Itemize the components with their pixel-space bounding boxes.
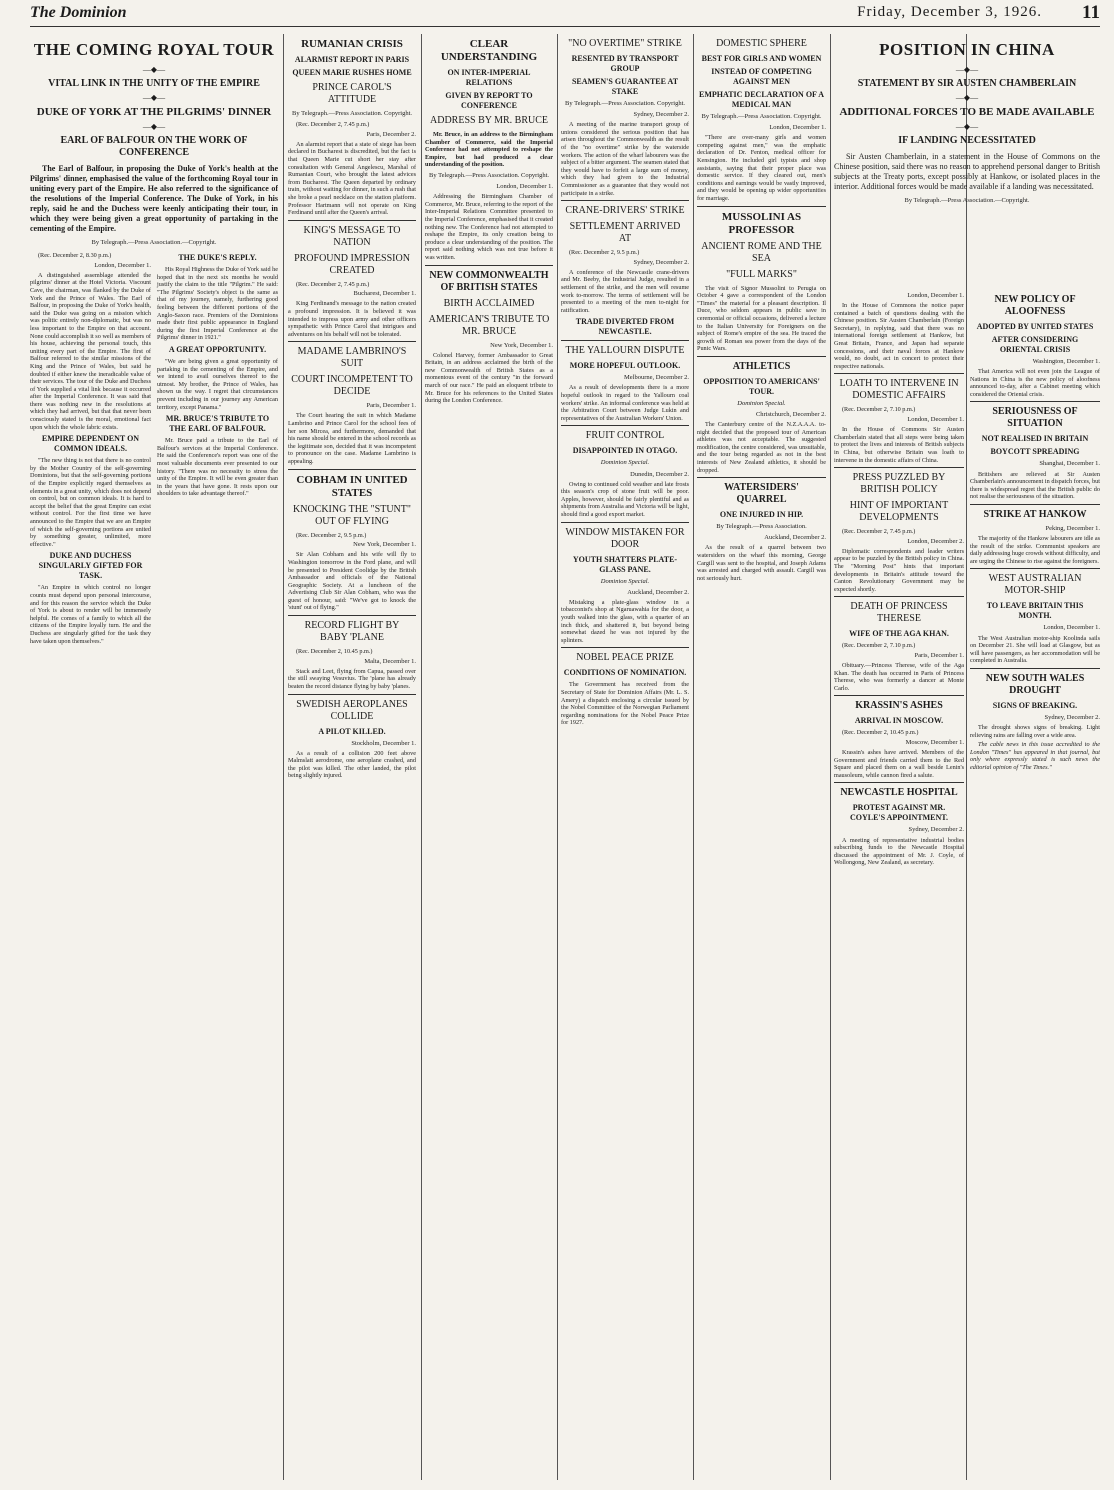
deck: PRINCE CAROL'S ATTITUDE (312, 82, 392, 105)
place-line: Moscow, December 1. (905, 739, 964, 746)
deck: IF LANDING NECESSITATED (898, 135, 1036, 146)
place-line: Washington, December 1. (1032, 358, 1100, 365)
body-text: "An Empire in which control no longer counts must depend upon personal intercourse, and for this reason the service which the Duke of York is about to render will be immensely helpful. He comes of a family to which all the citizens of the Empire loyally turn. He and the Duchess are singularly gifted for the task they have taken upon themselves." (30, 584, 151, 645)
column-rule (283, 34, 284, 1480)
masthead (30, 4, 1100, 27)
body-text: King Ferdinand's message to the nation created a profound impression. It is believed it was intended to impress upon army and other officers sympathetic with Prince Carol that intrigues and adventures on his behalf will not be tolerated. (288, 300, 416, 338)
column-clear-understanding (425, 34, 553, 1474)
body-text: Sir Alan Cobham and his wife will fly to Washington tomorrow in the Ford plane, and will be presented to President Coolidge by the British Ambassador and officials of the National Geographic Society. At a luncheon of the Advertising Club Sir Alan Cobham, who was the guest of honour, said: "We've got to knock the 'stunt' out of flying." (288, 551, 416, 612)
place-line: Paris, December 1. (366, 402, 416, 410)
body-text: Colonel Harvey, former Ambassador to Great Britain, in an address acclaimed the birth of the new Commonwealth of British States as a momentous event of the century "in the forward march of our race." He paid an eloquent tribute to Mr. Bruce for his references to the United States during the London Conference. (425, 351, 553, 405)
deck: ON INTER-IMPERIAL RELATIONS (447, 68, 531, 87)
body-text: The West Australian motor-ship Koolinda sails on December 21. She will load at Glasgow, but as will have passengers, as her accommodation will be completed in Australia. (970, 634, 1100, 665)
deck: AFTER CONSIDERING ORIENTAL CRISIS (991, 335, 1079, 354)
deck: CONDITIONS OF NOMINATION. (563, 668, 687, 678)
place-line: Malta, December 1. (364, 657, 416, 665)
place-line: London, December 1. (1043, 624, 1100, 632)
body-text: Mr. Bruce paid a tribute to the Earl of Balfour's services at the Imperial Conference. He said the Conference's report was one of the most valuable documents ever presented to our history. "There was no necessity to stress the unity of the Empire. It will be even greater than in the years that have gone. It rests upon our shoulders to take advantage thereof." (157, 437, 278, 498)
dateline: (Rec. December 2, 10.45 p.m.) (842, 729, 919, 737)
deck: STATEMENT BY SIR AUSTEN CHAMBERLAIN (857, 78, 1077, 89)
headline: "NO OVERTIME" STRIKE (568, 38, 682, 49)
newspaper-name: The Dominion (30, 4, 127, 21)
subhead: EMPIRE DEPENDENT ON COMMON IDEALS. (41, 434, 140, 454)
subhead: TRADE DIVERTED FROM NEWCASTLE. (575, 317, 675, 337)
place-line: Auckland, December 2. (764, 534, 826, 542)
deck: ALARMIST REPORT IN PARIS (294, 55, 410, 64)
body-text: "The new thing is not that there is no control by the Mother Country of the self-governing Dominions, but that the self-governing portions of the Empire explicitly regard themselves as elements in a great unity, which does not depend on control, but on common ideals. It is hard to accept the belief that the great Empire can exist without control. For the first time we have announced to the Empire that we are an Empire of which the self-governing portions are united by something greater, unlimited, more effective." (30, 457, 151, 548)
place-line: New York, December 1. (353, 541, 416, 549)
deck: HINT OF IMPORTANT DEVELOPMENTS (849, 500, 949, 524)
dateline: (Rec. December 2, 7.45 p.m.) (296, 280, 370, 288)
headline: SWEDISH AEROPLANES COLLIDE (296, 698, 408, 722)
deck: VITAL LINK IN THE UNITY OF THE EMPIRE (48, 78, 260, 89)
deck: KNOCKING THE "STUNT" OUT OF FLYING (293, 503, 411, 527)
place-line: London, December 1. (769, 124, 826, 132)
dateline: (Rec. December 2, 9.5 p.m.) (569, 249, 640, 257)
deck: AMERICAN'S TRIBUTE TO MR. BRUCE (428, 313, 550, 337)
headline: NOBEL PEACE PRIZE (576, 652, 674, 664)
headline: POSITION IN CHINA (879, 40, 1055, 59)
headline: COBHAM IN UNITED STATES (296, 473, 408, 499)
headline: ATHLETICS (732, 360, 791, 372)
deck: BIRTH ACCLAIMED (443, 297, 535, 309)
body-text: A distinguished assemblage attended the pilgrims' dinner at the Hotel Victoria. Viscount Cave, the chairman, was flanked by the Duke of York and the Prince of Wales. The Earl of Balfour, in proposing the Duke of York's health, said the Duke was going on a mission which was politic entirely non-diplomatic, but was no less important to the Empire on that account. None could accomplish it so well as members of his house, achieving the personal touch, this uniting every part of the Empire. The first of Balfour referred to the similar missions of the King and the Prince of Wales, but said he doubted if either knew the ineradicable value of their services. The tour of the Duke and Duchess of York supplied a vital link because it occurred after the Imperial Conference. It was said that there was nothing new in the resolutions at which they had arrived, but that that never been consciously stated is the moral, emotional fact upon which the whole fabric exists. (30, 271, 151, 431)
footnote: The cable news in this issue accredited to the London "Times" has appeared in that journal, but only where expressly stated is such news the editorial opinion of "The Times." (970, 741, 1100, 771)
body-text: Obituary.—Princess Therese, wife of the Aga Khan. The death has occurred in Paris of Princess Therese, who was formerly a dancer at Monte Carlo. (834, 662, 964, 692)
body-text: The Government has received from the Secretary of State for Dominion Affairs (Mr. L. S. Amery) a dispatch enclosing a circular issued by the Nobel Committee of the Norwegian Parliament regarding nominations for the Nobel Peace Prize for 1927. (561, 681, 689, 727)
deck: MORE HOPEFUL OUTLOOK. (569, 361, 681, 371)
headline: FRUIT CONTROL (585, 430, 665, 442)
headline: NEWCASTLE HOSPITAL (840, 787, 958, 799)
deck: ANCIENT ROME AND THE SEA (701, 240, 822, 264)
place-line: Stockholm, December 1. (351, 739, 416, 747)
body-text: Diplomatic correspondents and leader writers appear to be puzzled by the British policy in China. The "Morning Post" hints that important developments in Britain's attitude toward the Canton Revolutionary Government may be expected shortly. (834, 547, 964, 593)
article-position-in-china: POSITION IN CHINA —◆— STATEMENT BY SIR AUSTEN CHAMBERLAIN —◆— ADDITIONAL FORCES TO BE MADE AVAILABLE —◆— IF LANDING NECESSITATED Sir Austen Chamberlain, in a statement in the House of Commons on the Chinese position, said there was no reason to apprehend personal danger to British subjects at the Treaty ports, except possibly at Hankow, or isolated places in the interior. Additional forces would be made available if a landing was necessitated. By Telegraph.—Press Association.—Copyright. (834, 40, 1100, 204)
headline: KING'S MESSAGE TO NATION (303, 224, 401, 248)
credit-line: By Telegraph.—Press Association. Copyright. (564, 100, 686, 107)
headline: SERIOUSNESS OF SITUATION (992, 406, 1078, 430)
deck: BOYCOTT SPREADING (990, 447, 1080, 457)
lead-paragraph: Sir Austen Chamberlain, in a statement in the House of Commons on the Chinese position, said there was no reason to apprehend personal danger to British subjects at the Treaty ports, except possibly at Hankow, or isolated places in the interior. Additional forces would be made available if a landing was necessitated. (834, 152, 1100, 191)
deck: "FULL MARKS" (726, 268, 797, 280)
headline: DEATH OF PRINCESS THERESE (850, 601, 948, 625)
body-text: As the result of a quarrel between two watersiders on the wharf this morning, George Cargill was sent to the hospital, and Joseph Adams was arrested and charged with assault. Cargill was not seriously hurt. (697, 544, 826, 582)
credit-line: By Telegraph.—Press Association. Copyright. (291, 110, 413, 117)
place-line: Paris, December 2. (366, 130, 416, 138)
body-text: Stack and Leet, flying from Capua, passed over the still swaying Vesuvius. The 'plane has already beaten the record distance flying by baby 'planes. (288, 667, 416, 690)
dateline: (Rec. December 2, 7.10 p.m.) (842, 642, 916, 650)
headline: MUSSOLINI AS PROFESSOR (721, 210, 802, 236)
headline: WATERSIDERS' QUARREL (724, 482, 799, 506)
place-line: Dunedin, December 2. (630, 470, 689, 478)
headline: NEW POLICY OF ALOOFNESS (994, 294, 1076, 317)
dateline: (Rec. December 2, 7.10 p.m.) (842, 406, 916, 414)
place-line: Sydney, December 2. (1044, 713, 1100, 721)
body-text: Owing to continued cold weather and late frosts this season's crop of stone fruit will be poor. Apples, however, should be fairly plentiful and as shipments from Australia and Victoria will be light, should find a good export market. (561, 480, 689, 518)
body-text: "We are being given a great opportunity of partaking in the cementing of the Empire, and we intend to avail ourselves thereof to the utmost. My brother, the Prince of Wales, has shown us the way. I regret that circumstances prevent including in our journey any American territory, except Panama." (157, 358, 278, 411)
body-text: As a result of a collision 200 feet above Malmslatt aerodrome, one aeroplane crashed, and the pilot was killed. The other landed, the pilot being slightly injured. (288, 749, 416, 780)
subhead: A GREAT OPPORTUNITY. (168, 345, 267, 355)
body-text: A meeting of representative industrial bodies subscribing funds to the Newcastle Hospital discussed the appointment of Mr. J. Coyle, of Wollongong, New Zealand, as secretary. (834, 836, 964, 867)
headline: CRANE-DRIVERS' STRIKE (565, 205, 685, 217)
place-line: Melbourne, December 2. (624, 374, 689, 382)
deck: YOUTH SHATTERS PLATE-GLASS PANE. (572, 554, 678, 574)
deck: DUKE OF YORK AT THE PILGRIMS' DINNER (36, 106, 272, 118)
headline: MADAME LAMBRINO'S SUIT (297, 346, 407, 370)
headline: STRIKE AT HANKOW (983, 508, 1087, 520)
subhead: DUKE AND DUCHESS SINGULARLY GIFTED FOR TASK. (38, 551, 143, 581)
credit-line: Dominion Special. (600, 577, 650, 585)
place-line: Shanghai, December 1. (1039, 460, 1100, 468)
dateline: (Rec. December 2, 10.45 p.m.) (296, 648, 373, 656)
deck: INSTEAD OF COMPETING AGAINST MEN (711, 67, 812, 86)
deck: COURT INCOMPETENT TO DECIDE (291, 374, 413, 398)
headline: WINDOW MISTAKEN FOR DOOR (565, 526, 685, 550)
deck: QUEEN MARIE RUSHES HOME (292, 68, 412, 77)
dateline: (Rec. December 2, 8.30 p.m.) (38, 252, 112, 260)
column-rule (693, 34, 694, 1480)
deck: ONE INJURED IN HIP. (719, 510, 804, 520)
body-text: In the House of Commons Sir Austen Chamberlain stated that all steps were being taken to protect the lives and interests of British subjects in China, but otherwise Britain was loath to intervene in the domestic affairs of China. (834, 426, 964, 464)
headline: THE YALLOURN DISPUTE (565, 345, 685, 357)
lead-paragraph: Mr. Bruce, in an address to the Birmingham Chamber of Commerce, said the Imperial Conference had not attempted to reshape the Empire, but had produced a clear understanding of the position. (425, 131, 553, 169)
body-text: The drought shows signs of breaking. Light relieving rains are falling over a wide area. (970, 723, 1100, 739)
place-line: Sydney, December 2. (633, 258, 689, 266)
deck: SETTLEMENT ARRIVED AT (569, 221, 681, 245)
credit-line: By Telegraph.—Press Association. Copyright. (701, 113, 822, 120)
deck: GIVEN BY REPORT TO CONFERENCE (445, 91, 533, 110)
column-rule (557, 34, 558, 1480)
deck: EMPHATIC DECLARATION OF A MEDICAL MAN (699, 90, 824, 109)
body-text: The Canterbury centre of the N.Z.A.A.A. to-night decided that the proposed tour of American athletes was not acceptable. The suggested modification, the centre considered, was unsuitable, and the tour being regarded as not in the best interests of New Zealand athletics, it should be dropped. (697, 421, 826, 474)
body-text: The majority of the Hankow labourers are idle as the result of the strike. Communist speakers are daily addressing huge crowds without difficulty, and are urging the Chinese to rise against the foreigners. (970, 535, 1100, 565)
body-text: As a result of developments there is a more hopeful outlook in regard to the Yallourn coal workers' strike. An informal conference was held at the Arbitration Court between Judge Lukin and representatives of the Australian Workers' Union. (561, 384, 689, 422)
body-text: That America will not even join the League of Nations in China is the new policy of aloofness announced to-day, after a Cabinet meeting which considered the Oriental crisis. (970, 368, 1100, 398)
body-text: Mistaking a plate-glass window in a tobacconist's shop at Ngaruawahia for the door, a youth walked into the glass, with a quarter of an inch thick, and shattered it, but beyond being somewhat dazed he was not injured by the splinters. (561, 598, 689, 644)
column-no-overtime (561, 34, 689, 1474)
body-text: Krassin's ashes have arrived. Members of the Government and friends carried them to the Red Square and placed them on a wall beside Lenin's mausoleum, while cannon fired a salute. (834, 749, 964, 779)
place-line: London, December 1. (907, 416, 964, 424)
place-line: London, December 1. (496, 183, 553, 191)
credit-line: Dominion Special. (600, 459, 650, 467)
deck: NOT REALISED IN BRITAIN (981, 434, 1089, 444)
body-text: Addressing the Birmingham Chamber of Commerce, Mr. Bruce, referring to the report of the Inter-Imperial Relations Committee presented to the Imperial Conference, emphasised that it created nothing new. The Conference had not attempted to reshape the Empire, its only creation being to produce a clear understanding of the position. The report said nothing which was not true before it was written. (425, 193, 553, 261)
deck: RESENTED BY TRANSPORT GROUP (571, 54, 679, 73)
headline: NEW COMMONWEALTH OF BRITISH STATES (429, 269, 549, 293)
lead-paragraph: The Earl of Balfour, in proposing the Duke of York's health at the Pilgrims' dinner, emphasised the value of the forthcoming Royal tour in uniting every part of the Empire. He also referred to the significance of the resolutions of the Imperial Conference. The Duke of York, in his reply, said he and the Duchess were keenly anticipating their tour, in which they were being given a great opportunity of partaking in the cementing of the Empire. (30, 164, 278, 233)
deck: ADDRESS BY MR. BRUCE (430, 115, 548, 126)
issue-date: Friday, December 3, 1926. (857, 4, 1042, 20)
headline: DOMESTIC SPHERE (716, 38, 807, 49)
body-text: An alarmist report that a state of siege has been declared in Bucharest is discredited, but the fact is that Queen Marie cut short her stay after consultation with General Angelescu, Marshal of Rumanian Court, who brought the latest advices from Bucharest. The Queen departed by ordinary train, without waiting for dinner, in such a rush that she broke a pearl necklace on the station platform. Professor Hartmann will not operate on King Ferdinand until after the Queen's arrival. (288, 140, 416, 217)
column-rumanian (288, 34, 416, 1474)
body-text: Britishers are relieved at Sir Austen Chamberlain's announcement in dispatch forces, but there is widespread regret that the British public do not realise the seriousness of the situation. (970, 470, 1100, 501)
deck: EARL OF BALFOUR ON THE WORK OF CONFERENCE (60, 135, 248, 158)
headline: CLEAR UNDERSTANDING (440, 38, 538, 63)
credit-line: By Telegraph.—Press Association.—Copyright. (91, 239, 217, 246)
deck: DISAPPOINTED IN OTAGO. (572, 446, 678, 456)
place-line: London, December 2. (907, 537, 964, 545)
headline: KRASSIN'S ASHES (855, 700, 943, 712)
deck: ADOPTED BY UNITED STATES (976, 322, 1094, 331)
headline: PRESS PUZZLED BY BRITISH POLICY (852, 472, 946, 496)
credit-line: By Telegraph.—Press Association. (716, 523, 807, 531)
place-line: Paris, December 1. (914, 651, 964, 659)
headline: LOATH TO INTERVENE IN DOMESTIC AFFAIRS (839, 378, 959, 402)
column-rule (421, 34, 422, 1480)
body-text: "There are over-many girls and women competing against men," was the emphatic declaration of Dr. Fenton, medical officer for Kensington. He included girl typists and shop assistants, saying that their proper place was domestic service. If they cleared out, men's conditions and earnings would be vastly improved, and they would be opening up wider opportunities for marriage. (697, 134, 826, 202)
deck: SEAMEN'S GUARANTEE AT STAKE (571, 77, 679, 96)
body-text: A conference of the Newcastle crane-drivers and Mr. Beeby, the Industrial Judge, resulted in a settlement of the strike, and the men will resume work to-morrow. The terms of settlement will be presented to a meeting of the men to-night for ratification. (561, 268, 689, 314)
credit-line: By Telegraph.—Press Association. Copyright. (428, 171, 550, 179)
deck: PROTEST AGAINST MR. COYLE'S APPOINTMENT. (849, 803, 949, 823)
deck: PROFOUND IMPRESSION CREATED (294, 252, 410, 276)
body-text: The Court hearing the suit in which Madame Lambrino and Prince Carol for the school fees of her son Mircea, and furthermore, demanded that his name should be entered in the school records as the legitimate son, decided that it was incompetent to pronounce on the case. Madame Lambrino is appealing. (288, 412, 416, 466)
place-line: Bucharest, December 1. (353, 290, 416, 298)
credit-line: By Telegraph.—Press Association.—Copyright. (904, 197, 1030, 204)
column-aloofness (970, 290, 1100, 1474)
body-text: A meeting of the marine transport group of unions considered the serious position that has arisen throughout the Commonwealth as the result of the "no overtime" strike by the waterside workers. The action of the wharf labourers was the subject of a bitter argument. The seamen stated that they would have to forfeit a large sum of money, which they had given to the Industrial Commissioner as a guarantee that they would not participate in a strike. (561, 121, 689, 197)
column-rule (830, 34, 831, 1480)
article-royal-tour: THE COMING ROYAL TOUR —◆— VITAL LINK IN THE UNITY OF THE EMPIRE —◆— DUKE OF YORK AT THE PILGRIMS' DINNER —◆— EARL OF BALFOUR ON THE WORK OF CONFERENCE The Earl of Balfour, in proposing the Duke of York's health at the Pilgrims' dinner, emphasised the value of the forthcoming Royal tour in uniting every part of the Empire. He also referred to the significance of the resolutions of the Imperial Conference. The Duke of York, in his reply, said he and the Duchess were keenly anticipating their tour, in which they were being given a great opportunity of partaking in the cementing of the Empire. By Telegraph.—Press Association.—Copyright. (Rec. December 2, 8.30 p.m.) London, December 1. A distinguished assemblage attended the pilgrims' dinner at the Hotel Victoria. Viscount Cave, the chairman, was flanked by the Duke of York and the Prince of Wales. The Earl of Balfour, in proposing the Duke of York's health, said the Duke was going on a mission which was politic entirely non-diplomatic, but was no less important to the Empire on that account. None could accomplish it so well as members of his house, achieving the personal touch, this uniting every part of the Empire. The first of Balfour referred to the similar missions of the King and the Prince of Wales, but said he doubted if either knew the ineradicable value of their services. The tour of the Duke and Duchess of York supplied a vital link because it occurred after the Imperial Conference. It was said that there was nothing new in the resolutions at which they had arrived, but that that never been consciously stated is the moral, emotional fact upon which the whole fabric exists. EMPIRE DEPENDENT ON COMMON IDEALS. "The new thing is not that there is no control by the Mother Country of the self-governing Dominions, but that the self-governing portions of the Empire explicitly regard themselves as elements in a great unity, which does not depend on control, but on common ideals. It is hard to accept the belief that the great Empire can exist without control. For the first time we have announced to the Empire that we are an Empire of which the self-governing portions are united by something greater, unlimited, more effective." DUKE AND DUCHESS SINGULARLY GIFTED FOR TASK. "An Empire in which control no longer counts must depend upon personal intercourse, and for this reason the service which the Duke of York is about to render will be immensely helpful. He comes of a family to which all the citizens of the Empire loyally turn. He and the Duchess are singularly gifted for the task they have taken upon themselves." THE DUKE'S REPLY. His Royal Highness the Duke of York said he hoped that in the next six months he would justify the claim to the title "Pilgrim." He said: "The Pilgrims' Society's object is the same as that of my journey, namely, furthering good feeling between the different portions of the Anglo-Saxon race. Premiers of the Dominions made their first public appearance in England during the first Imperial Conference at the Pilgrims' dinner in 1921." A GREAT OPPORTUNITY. "We are being given a great opportunity of partaking in the cementing of the Empire, and we intend to avail ourselves thereof to the utmost. My brother, the Prince of Wales, has shown us the way. I regret that circumstances prevent including in our journey any American territory, except Panama." MR. BRUCE'S TRIBUTE TO THE EARL OF BALFOUR. Mr. Bruce paid a tribute to the Earl of Balfour's services at the Imperial Conference. He said the Conference's report was one of the most valuable documents ever presented to our history. "There was no necessity to stress the unity of the Empire. It will be even greater than in the years that have gone. It rests upon our shoulders to take advantage thereof." (30, 40, 278, 645)
page-number: 11 (1082, 2, 1100, 23)
deck: ARRIVAL IN MOSCOW. (854, 716, 944, 726)
headline: NEW SOUTH WALES DROUGHT (985, 672, 1085, 696)
place-line: London, December 1. (94, 261, 151, 269)
headline: RECORD FLIGHT BY BABY 'PLANE (304, 620, 400, 644)
headline: THE COMING ROYAL TOUR (33, 40, 275, 59)
body-text: In the House of Commons the notice paper contained a batch of questions dealing with the Chinese position. Sir Austen Chamberlain (Foreign Secretary), in replying, said that there was no international foreign settlement at Hankow, but Great Britain, France, and Japan had separate concessions, and their naval forces at Hankow would, no doubt, act in concert to protect their respective nationals. (834, 302, 964, 370)
deck: A PILOT KILLED. (318, 726, 386, 736)
place-line: Peking, December 1. (1045, 524, 1100, 532)
subhead: THE DUKE'S REPLY. (178, 253, 257, 263)
deck: WIFE OF THE AGA KHAN. (849, 629, 949, 639)
place-line: Christchurch, December 2. (755, 410, 826, 418)
place-line: Sydney, December 2. (908, 826, 964, 834)
headline: WEST AUSTRALIAN MOTOR-SHIP (988, 573, 1082, 597)
place-line: London, December 1. (907, 292, 964, 299)
credit-line: Dominion Special. (737, 399, 786, 407)
place-line: Sydney, December 2. (633, 111, 689, 119)
column-domestic-sphere (697, 34, 826, 1474)
dateline: (Rec. December 2, 9.5 p.m.) (296, 531, 367, 539)
deck: ADDITIONAL FORCES TO BE MADE AVAILABLE (839, 106, 1095, 118)
column-china-cont (834, 290, 964, 1474)
body-text: The visit of Signor Mussolini to Perugia on October 4 gave a correspondent of the London "Times" the material for a pleasant description. Il Duce, who seldom appears in public save in ceremonial or official occasions, delivered a lecture to the Italian University for Foreigners on the subject of Rome's empire of the sea. He traced the growth of Roman sea power from the days of the Punic Wars. (697, 284, 826, 353)
dateline: (Rec. December 2, 7.45 p.m.) (296, 121, 370, 129)
deck: OPPOSITION TO AMERICANS' TOUR. (703, 376, 820, 396)
place-line: Auckland, December 2. (627, 588, 689, 596)
deck: BEST FOR GIRLS AND WOMEN (701, 54, 822, 63)
deck: TO LEAVE BRITAIN THIS MONTH. (986, 601, 1084, 621)
headline: RUMANIAN CRISIS (301, 38, 403, 50)
place-line: New York, December 1. (490, 341, 553, 349)
dateline: (Rec. December 2, 7.45 p.m.) (842, 528, 916, 536)
subhead: MR. BRUCE'S TRIBUTE TO THE EARL OF BALFOUR. (165, 414, 270, 434)
deck: SIGNS OF BREAKING. (992, 700, 1078, 710)
body-text: His Royal Highness the Duke of York said he hoped that in the next six months he would justify the claim to the title "Pilgrim." He said: "The Pilgrims' Society's object is the same as that of my journey, namely, furthering good feeling between the different portions of the Anglo-Saxon race. Premiers of the Dominions made their first public appearance in England during the first Imperial Conference at the Pilgrims' dinner in 1921." (157, 266, 278, 342)
